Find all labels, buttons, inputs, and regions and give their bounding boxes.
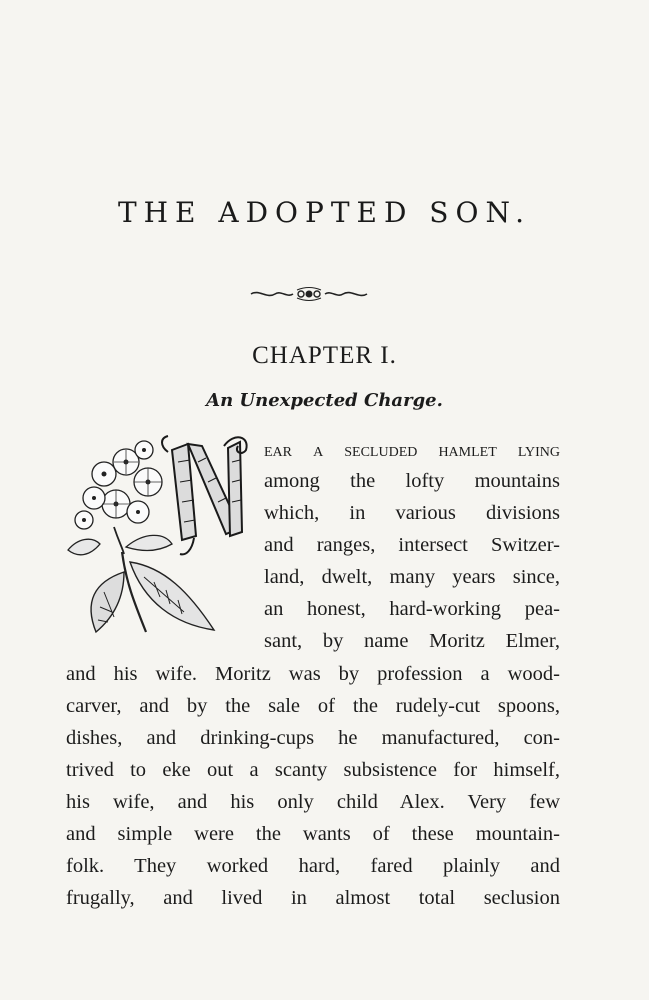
chapter-subtitle: An Unexpected Charge.: [206, 390, 443, 411]
text-line: an honest, hard-working pea-: [264, 598, 560, 620]
text-line: trived to eke out a scanty subsistence for himself,: [66, 759, 560, 781]
text-line: among the lofty mountains: [264, 470, 560, 492]
ornament-divider: [249, 286, 369, 302]
text-line: which, in various divisions: [264, 502, 560, 524]
drop-cap-continuation: ear a secluded hamlet lying: [264, 439, 560, 461]
text-line: and his wife. Moritz was by profession a wood-: [66, 663, 560, 685]
text-line: [264, 435, 560, 465]
text-line: his wife, and his only child Alex. Very few: [66, 791, 560, 813]
book-title: THE ADOPTED SON.: [117, 196, 532, 229]
text-line: and simple were the wants of these mountain-: [66, 823, 560, 845]
text-line: sant, by name Moritz Elmer,: [264, 630, 560, 652]
chapter-heading: CHAPTER I.: [252, 342, 397, 369]
text-line: land, dwelt, many years since,: [264, 566, 560, 588]
text-line: frugally, and lived in almost total seclusion: [66, 887, 560, 909]
text-line: carver, and by the sale of the rudely-cut spoons,: [66, 695, 560, 717]
floral-drop-cap-illustration: [64, 432, 254, 644]
text-line: folk. They worked hard, fared plainly and: [66, 855, 560, 877]
text-line: and ranges, intersect Switzer-: [264, 534, 560, 556]
text-line: dishes, and drinking-cups he manufactured, con-: [66, 727, 560, 749]
